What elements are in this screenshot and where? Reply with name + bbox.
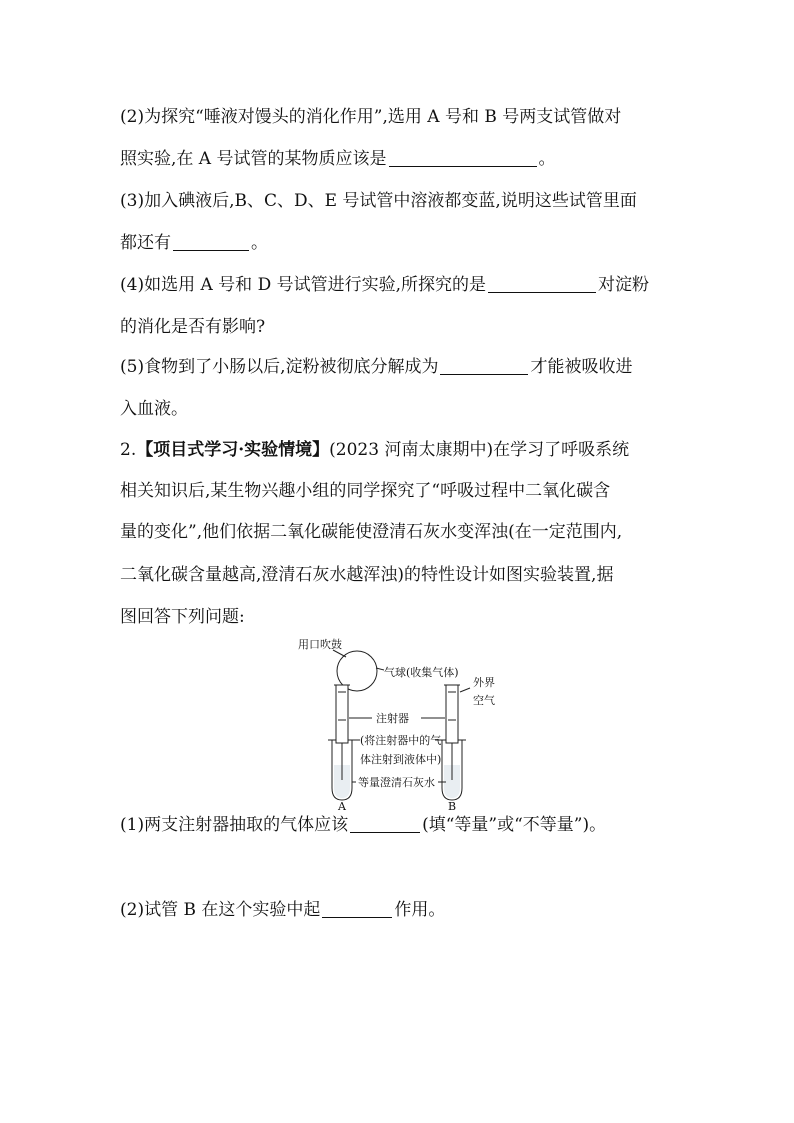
answer-blank-p5[interactable]	[440, 356, 528, 375]
q2-intro-line1	[120, 438, 629, 462]
label-outside-air-1: 外界	[473, 676, 495, 689]
q2-sub2-suffix: 作用。	[394, 900, 446, 920]
answer-blank-s2[interactable]	[322, 899, 392, 918]
label-tube-a: A	[338, 800, 346, 810]
q1-part3-end: 。	[251, 233, 268, 253]
answer-blank-p4[interactable]	[488, 274, 596, 293]
q2-intro-line3	[120, 520, 622, 544]
q1-part3-cont: 都还有	[120, 233, 171, 253]
q2-sub1-text: (1)两支注射器抽取的气体应该	[120, 815, 349, 835]
q1-part2-cont: 照实验,在 A 号试管的某物质应该是	[120, 149, 387, 169]
q1-part4-cont: 的消化是否有影响?	[120, 317, 266, 337]
q2-sub2-line	[120, 898, 445, 922]
answer-blank-s1[interactable]	[350, 814, 420, 833]
q1-part4-line2	[120, 315, 265, 339]
q2-sub1-suffix: (填“等量”或“不等量”)。	[422, 815, 607, 835]
q1-part5-suffix: 才能被吸收进	[530, 357, 633, 377]
syringe-b-icon	[446, 685, 458, 743]
answer-blank-p3[interactable]	[173, 232, 249, 251]
q2-sub2-text: (2)试管 B 在这个实验中起	[120, 900, 321, 920]
experiment-apparatus-figure	[290, 630, 520, 810]
q2-intro-text-3: 量的变化”,他们依据二氧化碳能使澄清石灰水变浑浊(在一定范围内,	[120, 522, 623, 542]
q1-part2-end: 。	[538, 149, 556, 169]
q1-part2-text: (2)为探究“唾液对馒头的消化作用”,选用 A 号和 B 号两支试管做对	[120, 107, 622, 127]
label-mouth: 用口吹鼓	[298, 638, 342, 651]
q2-number: 2.	[120, 440, 137, 460]
label-limewater: 等量澄清石灰水	[358, 776, 435, 789]
label-balloon: 气球(收集气体)	[384, 666, 459, 679]
q1-part5-line2	[120, 397, 188, 421]
q1-part5-line1	[120, 355, 632, 379]
q1-part2-line1	[120, 105, 621, 129]
q1-part3-text: (3)加入碘液后,B、C、D、E 号试管中溶液都变蓝,说明这些试管里面	[120, 191, 637, 211]
q2-intro-text-2: 相关知识后,某生物兴趣小组的同学探究了“呼吸过程中二氧化碳含	[120, 481, 611, 501]
label-syringe: 注射器	[376, 712, 409, 725]
q1-part4-suffix: 对淀粉	[598, 275, 650, 295]
label-tube-b: B	[448, 800, 457, 810]
q1-part3-line1	[120, 189, 637, 213]
label-outside-air-2: 空气	[473, 694, 495, 707]
q1-part5-cont: 入血液。	[120, 399, 188, 419]
q2-intro-text-4: 二氧化碳含量越高,澄清石灰水越浑浊)的特性设计如图实验装置,据	[120, 565, 614, 585]
q2-intro-text-5: 图回答下列问题:	[120, 607, 245, 627]
q2-intro-line5	[120, 605, 245, 629]
q1-part2-line2	[120, 147, 556, 171]
q2-intro-text: (2023 河南太康期中)在学习了呼吸系统	[329, 440, 630, 460]
label-inject-1: (将注射器中的气	[360, 734, 442, 747]
q2-tag: 【项目式学习·实验情境】	[136, 440, 330, 460]
q1-part4-line1	[120, 273, 649, 297]
label-inject-2: 体注射到液体中)	[360, 753, 442, 766]
answer-blank-p2[interactable]	[389, 148, 537, 167]
q1-part5-text: (5)食物到了小肠以后,淀粉被彻底分解成为	[120, 357, 439, 377]
q1-part3-line2	[120, 231, 268, 255]
syringe-a-icon	[336, 685, 348, 743]
q1-part4-text: (4)如选用 A 号和 D 号试管进行实验,所探究的是	[120, 275, 487, 295]
q2-intro-line4	[120, 563, 613, 587]
q2-sub1-line	[120, 813, 606, 837]
q2-intro-line2	[120, 479, 610, 503]
